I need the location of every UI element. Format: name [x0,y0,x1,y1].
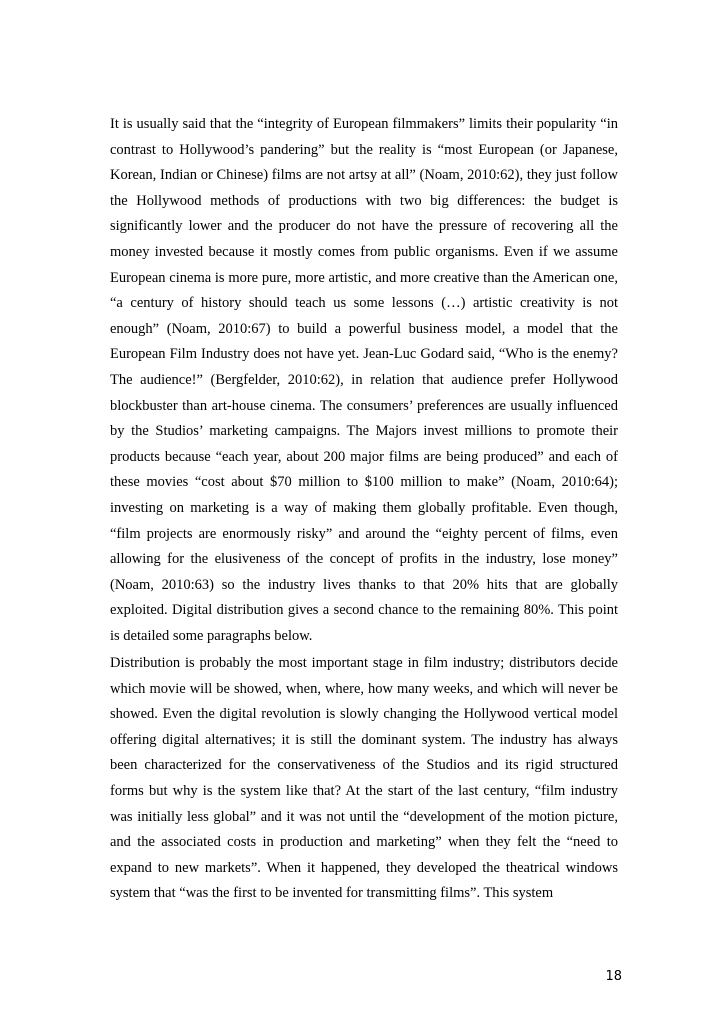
page-number: 18 [605,969,622,984]
body-paragraph-1 [110,112,618,649]
body-paragraph-2 [110,651,618,907]
paragraph-text: Distribution is probably the most important stage in film industry; distributors decide which movie will be showed, when, where, how many weeks, and which will never be showed. Even the digital revolution is slowly changing the Hollywood vertical model offering digital alternatives; it is still the dominant system. The industry has always been characterized for the conservativeness of the Studios and its rigid structured forms but why is the system like that? At the start of the last century, “film industry was initially less global” and it was not until the “development of the motion picture, and the associated costs in production and marketing” when they felt the “need to expand to new markets”. When it happened, they developed the theatrical windows system that “was the first to be invented for transmitting films”. This system [110,655,618,902]
paragraph-text: It is usually said that the “integrity of European filmmakers” limits their popularity “in contrast to Hollywood’s pandering” but the reality is “most European (or Japanese, Korean, Indian or Chinese) films are not artsy at all” (Noam, 2010:62), they just follow the Hollywood methods of productions with two big differences: the budget is significantly lower and the producer do not have the pressure of recovering all the money invested because it mostly comes from public organisms. Even if we assume European cinema is more pure, more artistic, and more creative than the American one, “a century of history should teach us some lessons (…) artistic creativity is not enough” (Noam, 2010:67) to build a powerful business model, a model that the European Film Industry does not have yet. Jean-Luc Godard said, “Who is the enemy? The audience!” (Bergfelder, 2010:62), in relation that audience prefer Hollywood blockbuster than art-house cinema. The consumers’ preferences are usually influenced by the Studios’ marketing campaigns. The Majors invest millions to promote their products because “each year, about 200 major films are being produced” and each of these movies “cost about $70 million to $100 million to make” (Noam, 2010:64); investing on marketing is a way of making them globally profitable. Even though, “film projects are enormously risky” and around the “eighty percent of films, even allowing for the elusiveness of the concept of profits in the industry, lose money” (Noam, 2010:63) so the industry lives thanks to that 20% hits that are globally exploited. Digital distribution gives a second chance to the remaining 80%. This point is detailed some paragraphs below. [110,116,618,644]
